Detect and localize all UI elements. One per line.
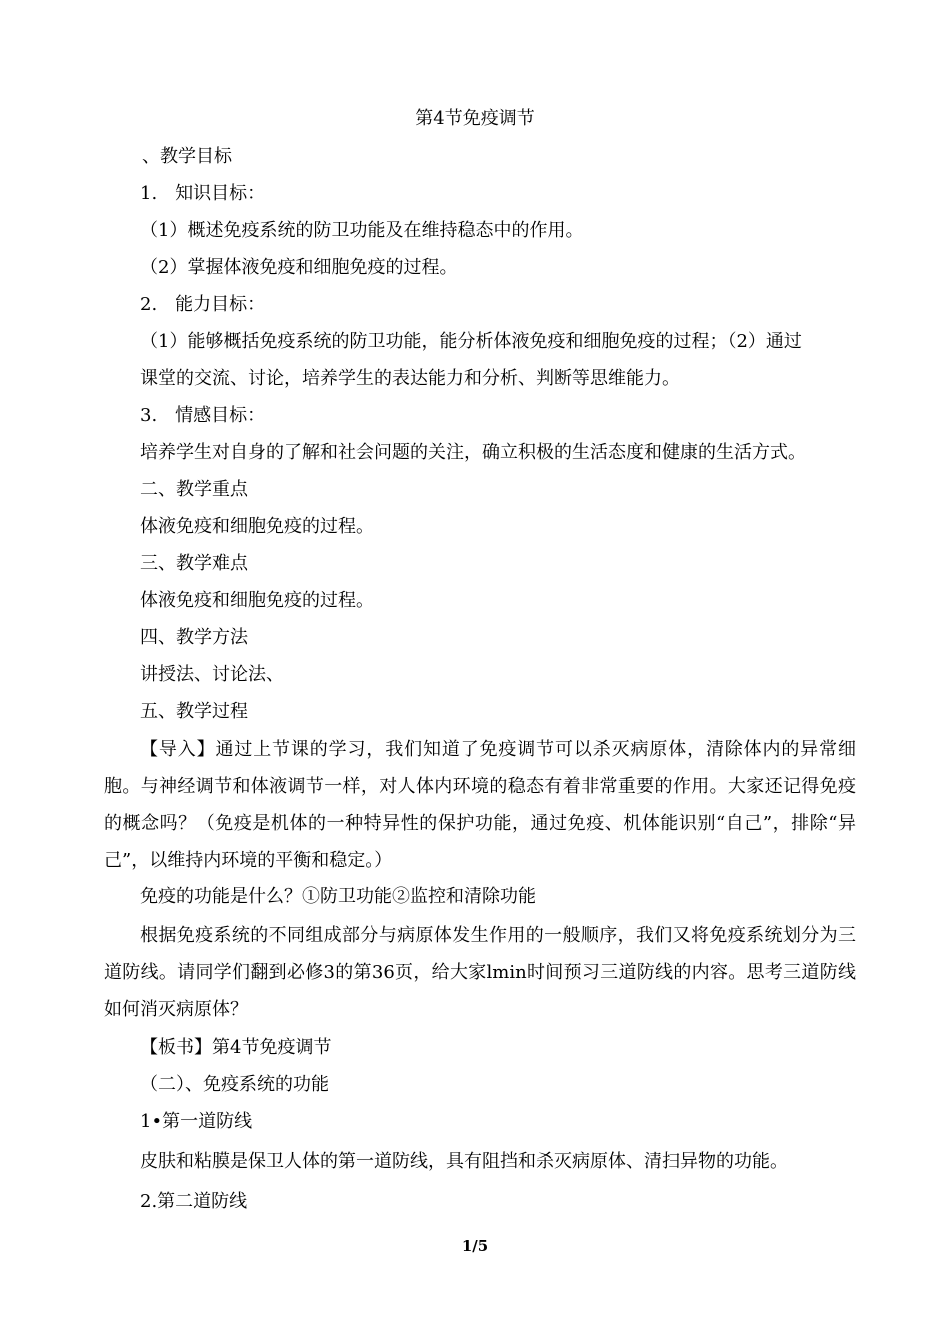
defense-paragraph: 根据免疫系统的不同组成部分与病原体发生作用的一般顺序，我们又将免疫系统划分为三道防线。请同学们翻到必修3的第36页，给大家lmin时间预习三道防线的内容。思考三道防线如何消灭病原体？ — [104, 925, 856, 1020]
section-methods: 四、教学方法 — [140, 627, 248, 648]
knowledge-objective-1: （1）概述免疫系统的防卫功能及在维持稳态中的作用。 — [140, 220, 584, 241]
emotion-objective-text: 培养学生对自身的了解和社会问题的关注，确立积极的生活态度和健康的生活方式。 — [140, 442, 806, 463]
board-line: 【板书】第4节免疫调节 — [140, 1037, 332, 1058]
ability-objective-line-1: （1）能够概括免疫系统的防卫功能，能分析体液免疫和细胞免疫的过程；（2）通过 — [140, 331, 802, 352]
section-difficulties: 三、教学难点 — [140, 553, 248, 574]
document-title: 第4节免疫调节 — [415, 108, 535, 129]
intro-paragraph: 【导入】通过上节课的学习，我们知道了免疫调节可以杀灭病原体，清除体内的异常细胞。与神经调节和体液调节一样，对人体内环境的稳态有着非常重要的作用。大家还记得免疫的概念吗？（免疫是机体的一种特异性的保护功能，通过免疫、机体能识别“自己”，排除“异己”，以维持内环境的平衡和稳定。） — [104, 739, 856, 871]
emotion-objective-heading: 3. 情感目标： — [140, 405, 266, 426]
immune-function-line: 免疫的功能是什么？①防卫功能②监控和清除功能 — [140, 886, 536, 907]
key-points-text: 体液免疫和细胞免疫的过程。 — [140, 516, 374, 537]
second-defense-heading: 2.第二道防线 — [140, 1191, 248, 1212]
first-defense-heading: 1•第一道防线 — [140, 1111, 253, 1132]
ability-objective-line-2: 课堂的交流、讨论，培养学生的表达能力和分析、判断等思维能力。 — [140, 368, 680, 389]
ability-objective-heading: 2. 能力目标： — [140, 294, 266, 315]
page-number: 1/5 — [461, 1237, 489, 1255]
difficulties-text: 体液免疫和细胞免疫的过程。 — [140, 590, 374, 611]
knowledge-objective-2: （2）掌握体液免疫和细胞免疫的过程。 — [140, 257, 458, 278]
immune-function-heading: （二）、免疫系统的功能 — [140, 1074, 329, 1095]
section-teaching-objectives: 、教学目标 — [142, 146, 232, 167]
section-key-points: 二、教学重点 — [140, 479, 248, 500]
section-process: 五、教学过程 — [140, 701, 248, 722]
knowledge-objective-heading: 1. 知识目标： — [140, 183, 266, 204]
first-defense-text: 皮肤和粘膜是保卫人体的第一道防线，具有阻挡和杀灭病原体、清扫异物的功能。 — [140, 1151, 788, 1172]
methods-text: 讲授法、讨论法、 — [140, 664, 284, 685]
